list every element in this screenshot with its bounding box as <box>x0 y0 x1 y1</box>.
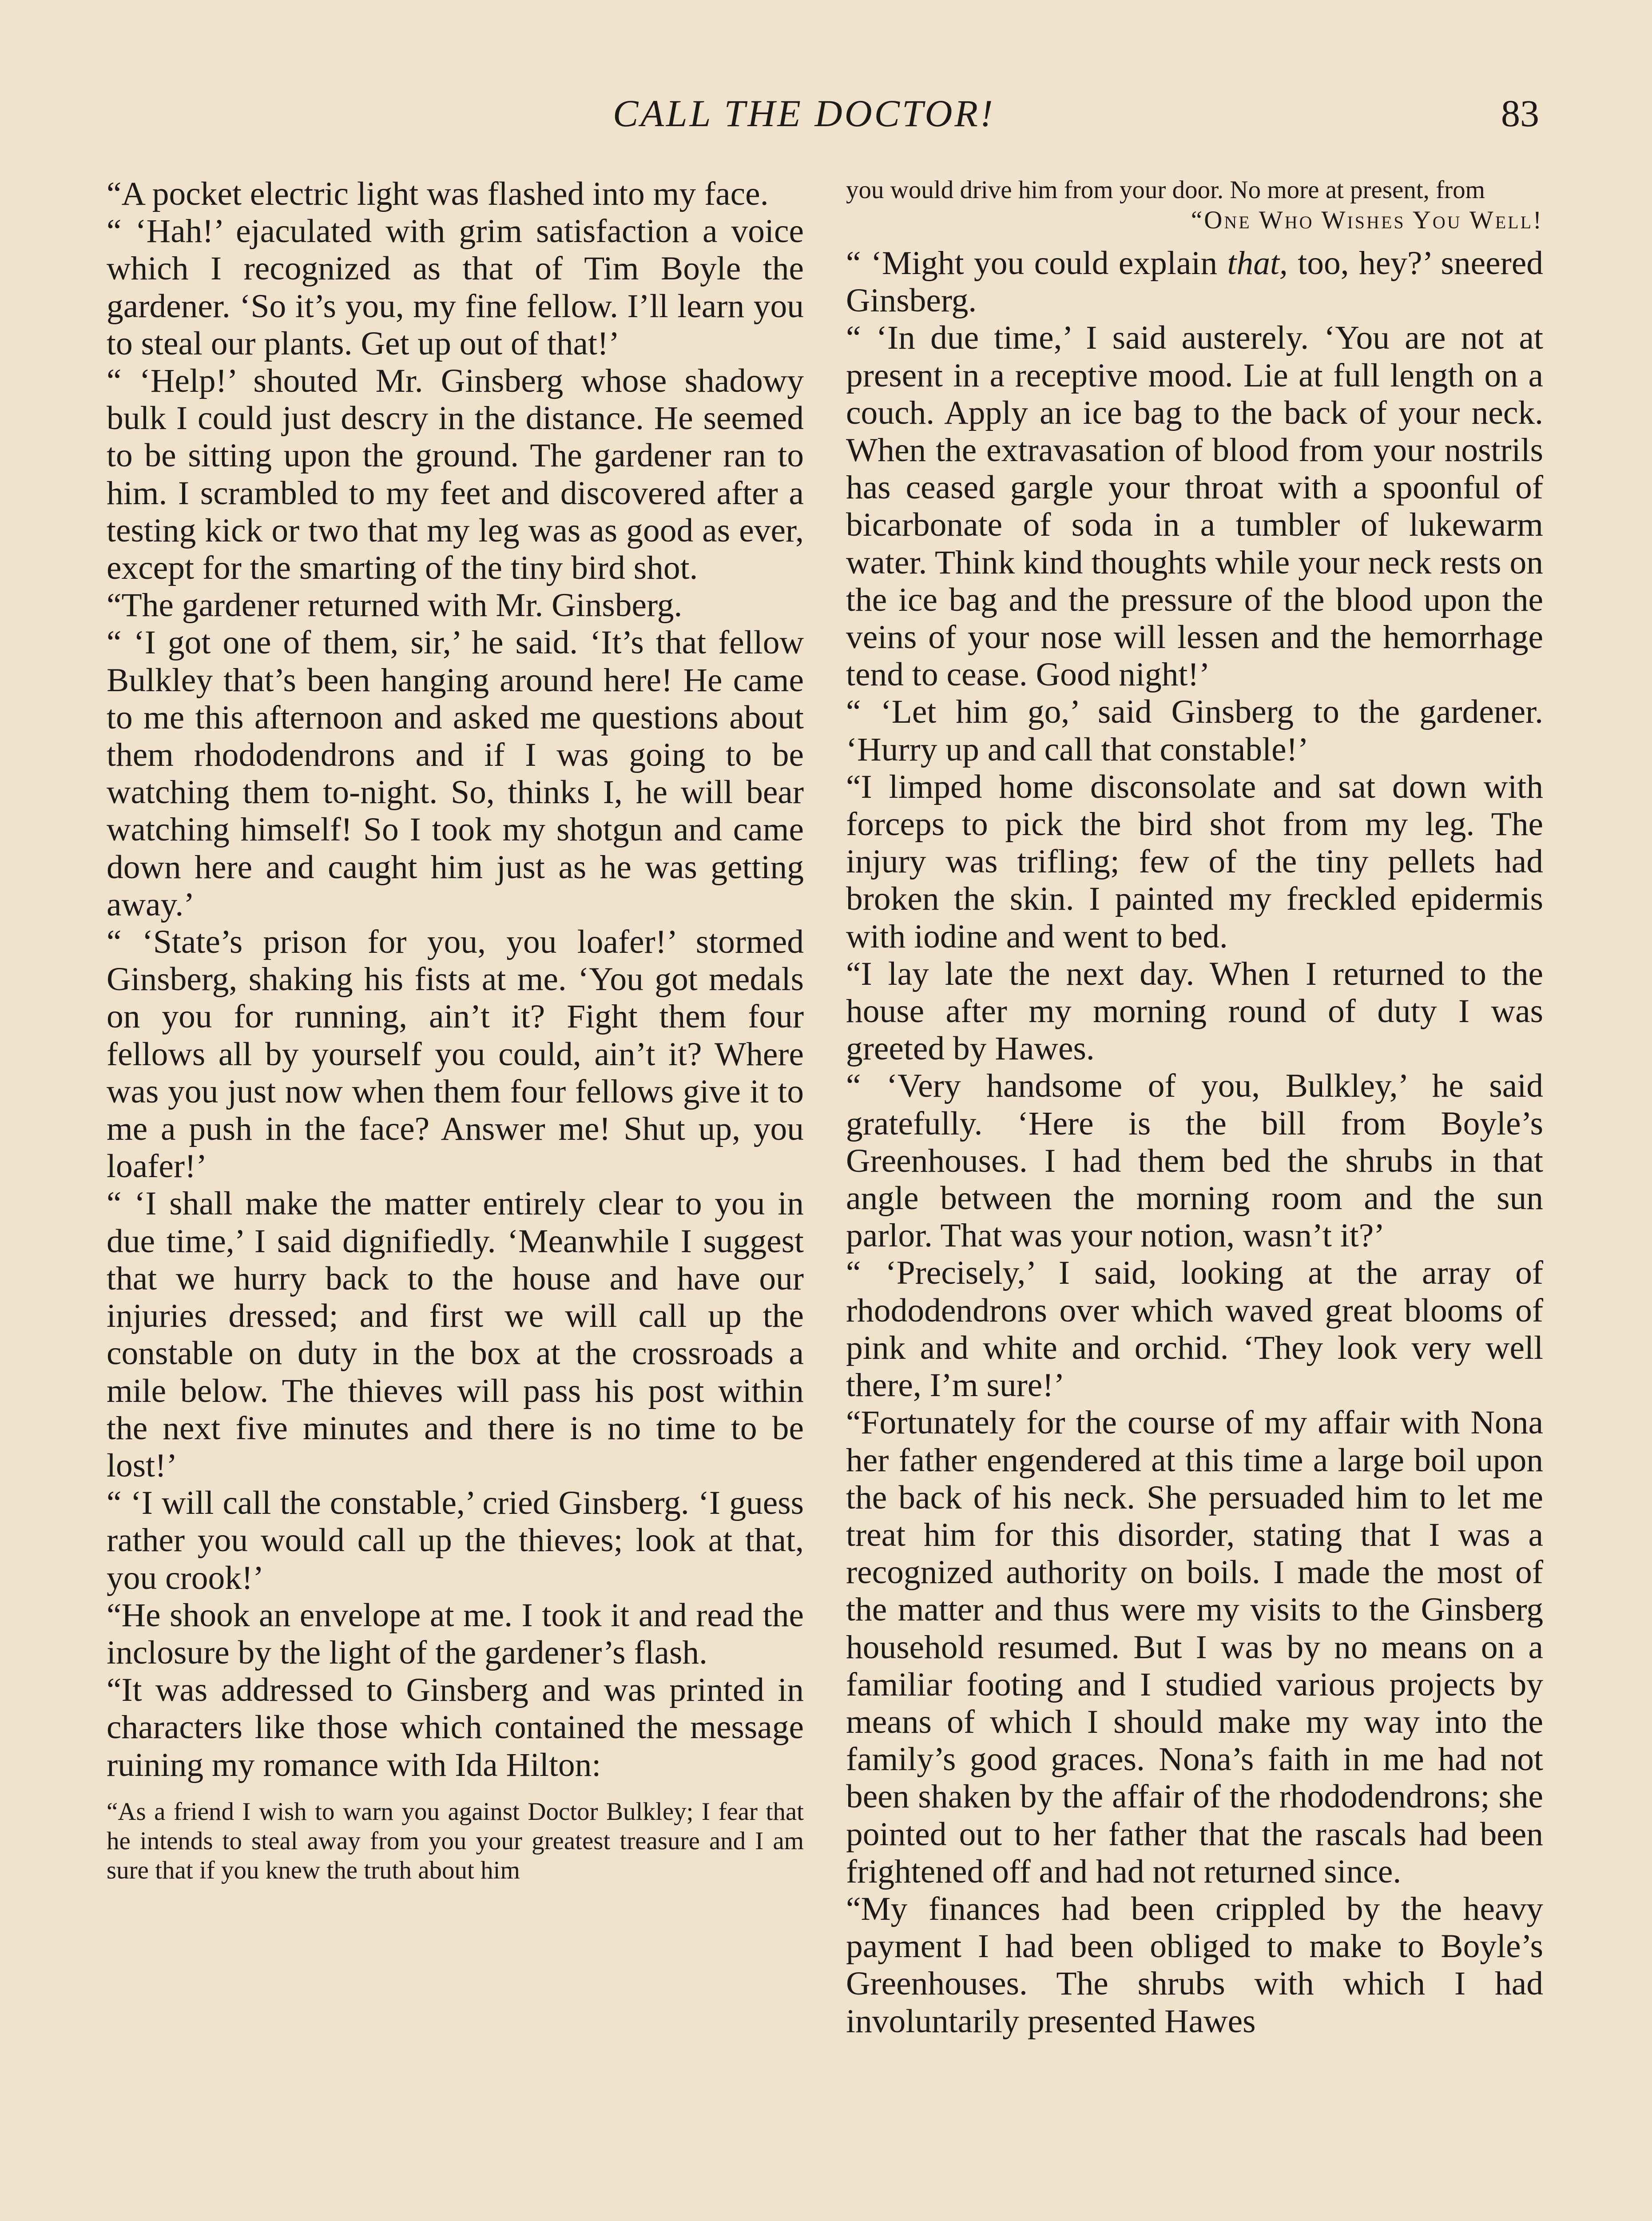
running-title: CALL THE DOCTOR! <box>613 92 995 135</box>
paragraph: “ ‘Very handsome of you, Bulkley,’ he said gratefully. ‘Here is the bill from Boyle’s Greenhouses. I had them bed the shrubs in that angle between the morning room and the sun parlor. That was your notion, wasn’t it?’ <box>846 1067 1543 1254</box>
paragraph: “ ‘I shall make the matter entirely clear to you in due time,’ I said dignifiedly. ‘Meanwhile I suggest that we hurry back to the house and have our injuries dressed; and first we will call up the constable on duty in the box at the crossroads a mile below. The thieves will pass his post within the next five minutes and there is no time to be lost!’ <box>107 1185 804 1484</box>
letter-signature: “One Who Wishes You Well! <box>1191 206 1543 234</box>
paragraph-text: “ ‘Might you could explain <box>846 245 1227 282</box>
paragraph: “ ‘Help!’ shouted Mr. Ginsberg whose shadowy bulk I could just descry in the distance. He seemed to be sitting upon the ground. The gardener ran to him. I scrambled to my feet and discovered after a testing kick or two that my leg was as good as ever, except for the smarting of the tiny bird shot. <box>107 362 804 587</box>
paragraph: “I lay late the next day. When I returned to the house after my morning round of duty I was greeted by Hawes. <box>846 955 1543 1067</box>
paragraph: “ ‘In due time,’ I said austerely. ‘You are not at present in a receptive mood. Lie at full length on a couch. Apply an ice bag to the back of your neck. When the extravasation of blood from your nostrils has ceased gargle your throat with a spoonful of bicarbonate of soda in a tumbler of lukewarm water. Think kind thoughts while your neck rests on the ice bag and the pressure of the blood upon the veins of your nose will lessen and the hemorrhage tend to cease. Good night!’ <box>846 319 1543 693</box>
running-header <box>0 91 1652 140</box>
quoted-letter-continuation: you would drive him from your door. No more at present, from <box>846 176 1485 204</box>
page-number: 83 <box>1501 92 1539 135</box>
paragraph: “The gardener returned with Mr. Ginsberg. <box>107 587 683 624</box>
paragraph <box>846 245 1543 319</box>
paragraph: “Fortunately for the course of my affair with Nona her father engendered at this time a large boil upon the back of his neck. She persuaded him to let me treat him for this disorder, stating that I was a recognized authority on boils. I made the most of the matter and thus were my visits to the Ginsberg household resumed. But I was by no means on a familiar footing and I studied various projects by means of which I should make my way into the family’s good graces. Nona’s faith in me had not been shaken by the affair of the rhododendrons; she pointed out to her father that the rascals had been frightened off and had not returned since. <box>846 1404 1543 1890</box>
right-column <box>846 175 1543 2040</box>
paragraph: “I limped home disconsolate and sat down with forceps to pick the bird shot from my leg. The injury was trifling; few of the tiny pellets had broken the skin. I painted my freckled epidermis with iodine and went to bed. <box>846 768 1543 955</box>
paragraph: “A pocket electric light was flashed into my face. <box>107 175 769 212</box>
left-column <box>107 175 804 1885</box>
paragraph: “ ‘I will call the constable,’ cried Ginsberg. ‘I guess rather you would call up the thieves; look at that, you crook!’ <box>107 1485 804 1596</box>
emphasis-text: that, <box>1227 245 1288 282</box>
paragraph: “It was addressed to Ginsberg and was printed in characters like those which contained the message ruining my romance with Ida Hilton: <box>107 1672 804 1783</box>
paragraph: “ ‘Let him go,’ said Ginsberg to the gardener. ‘Hurry up and call that constable!’ <box>846 693 1543 768</box>
paragraph: “ ‘State’s prison for you, you loafer!’ stormed Ginsberg, shaking his fists at me. ‘You got medals on you for running, ain’t it? Fight them four fellows all by yourself you could, ain’t it? Where was you just now when them four fellows give it to me a push in the face? Answer me! Shut up, you loafer!’ <box>107 923 804 1185</box>
paragraph: “ ‘I got one of them, sir,’ he said. ‘It’s that fellow Bulkley that’s been hanging around here! He came to me this afternoon and asked me questions about them rhododendrons and if I was going to be watching them to-night. So, thinks I, he will bear watching himself! So I took my shotgun and came down here and caught him just as he was getting away.’ <box>107 624 804 923</box>
paragraph: “He shook an envelope at me. I took it and read the inclosure by the light of the gardener’s flash. <box>107 1596 804 1671</box>
paragraph: “ ‘Precisely,’ I said, looking at the array of rhododendrons over which waved great blooms of pink and white and orchid. ‘They look very well there, I’m sure!’ <box>846 1254 1543 1404</box>
quoted-letter: “As a friend I wish to warn you against Doctor Bulkley; I fear that he intends to steal away from you your greatest treasure and I am sure that if you knew the truth about him <box>107 1797 804 1884</box>
paragraph: “ ‘Hah!’ ejaculated with grim satisfaction a voice which I recognized as that of Tim Boyle the gardener. ‘So it’s you, my fine fellow. I’ll learn you to steal our plants. Get up out of that!’ <box>107 213 804 362</box>
paragraph-text: too, hey?’ sneered Ginsberg. <box>846 245 1543 319</box>
paragraph: “My finances had been crippled by the heavy payment I had been obliged to make to Boyle’s Greenhouses. The shrubs with which I had involuntarily presented Hawes <box>846 1890 1543 2040</box>
